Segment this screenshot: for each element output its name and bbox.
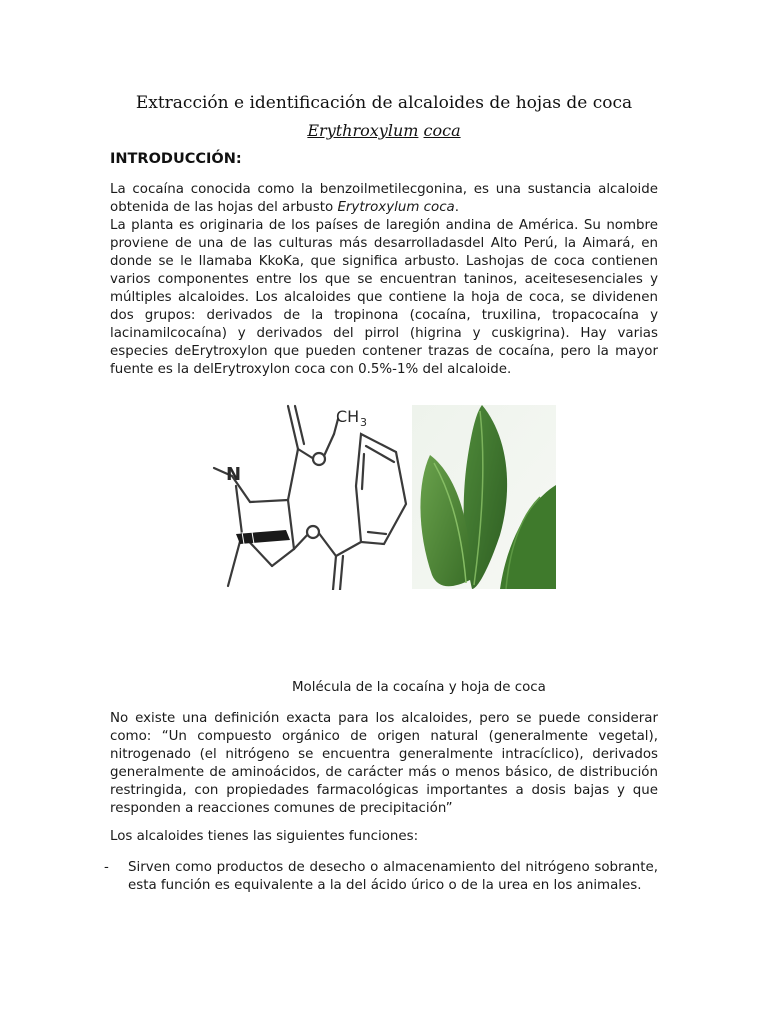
methyl-subscript: 3 xyxy=(360,416,367,429)
methyl-label: CH xyxy=(336,407,360,426)
intro-text-b: . xyxy=(454,200,460,215)
subtitle-species: coca xyxy=(423,121,461,140)
nitrogen-label: N xyxy=(226,464,242,485)
figure-caption: Molécula de la cocaína y hoja de coca xyxy=(292,680,546,695)
document-title: Extracción e identificación de alcaloides de hojas de coca xyxy=(135,93,633,113)
cocaine-molecule-image xyxy=(206,404,408,590)
functions-intro: Los alcaloides tienes las siguientes funciones: xyxy=(110,829,419,844)
bullet-dash: - xyxy=(104,860,109,875)
bullet-text: Sirven como productos de desecho o almacenamiento del nitrógeno sobrante, esta función es equivalente a la del ácido úrico o de la urea en los animales. xyxy=(128,860,658,893)
coca-leaf-image xyxy=(412,405,556,589)
section-heading: INTRODUCCIÓN: xyxy=(110,151,242,167)
intro-paragraph-2: La planta es originaria de los países de laregión andina de América. Su nombre proviene de una de las culturas más desarrolladasdel Alto Perú, la Aimará, en donde se le llamaba KkoKa, que significa arbusto. Lashojas de coca contienen varios componentes entre los que se encuentran taninos, aceitesesenciales y múltiples alcaloides. Los alcaloides que contiene la hoja de coca, se dividenen dos grupos: derivados de la tropinona (cocaína, truxilina, tropacocaína y lacinamilcocaína) y derivados del pirrol (higrina y cuskigrina). Hay varias especies deErytroxylon que pueden contener trazas de cocaína, pero la mayor fuente es la delErytroxylon coca con 0.5%-1% del alcaloide. xyxy=(110,218,658,377)
list-item xyxy=(104,859,658,895)
definition-paragraph: No existe una definición exacta para los alcaloides, pero se puede considerar como: “Un compuesto orgánico de origen natural (generalmente vegetal), nitrogenado (el nitrógeno se encuentra generalmente intracíclico), derivados generalmente de aminoácidos, de carácter más o menos básico, de distribución restringida, con propiedades farmacológicas importantes a dosis bajas y que responden a reacciones comunes de precipitación” xyxy=(110,711,658,816)
intro-species-italic: Erytroxylum coca xyxy=(337,200,455,215)
subtitle-genus: Erythroxylum xyxy=(307,121,419,140)
intro-section xyxy=(110,181,658,379)
intro-paragraph-1 xyxy=(110,181,658,217)
document-subtitle xyxy=(0,121,768,140)
intro-text-a: La cocaína conocida como la benzoilmetilecgonina, es una sustancia alcaloide obtenida de las hojas del arbusto xyxy=(110,182,658,215)
